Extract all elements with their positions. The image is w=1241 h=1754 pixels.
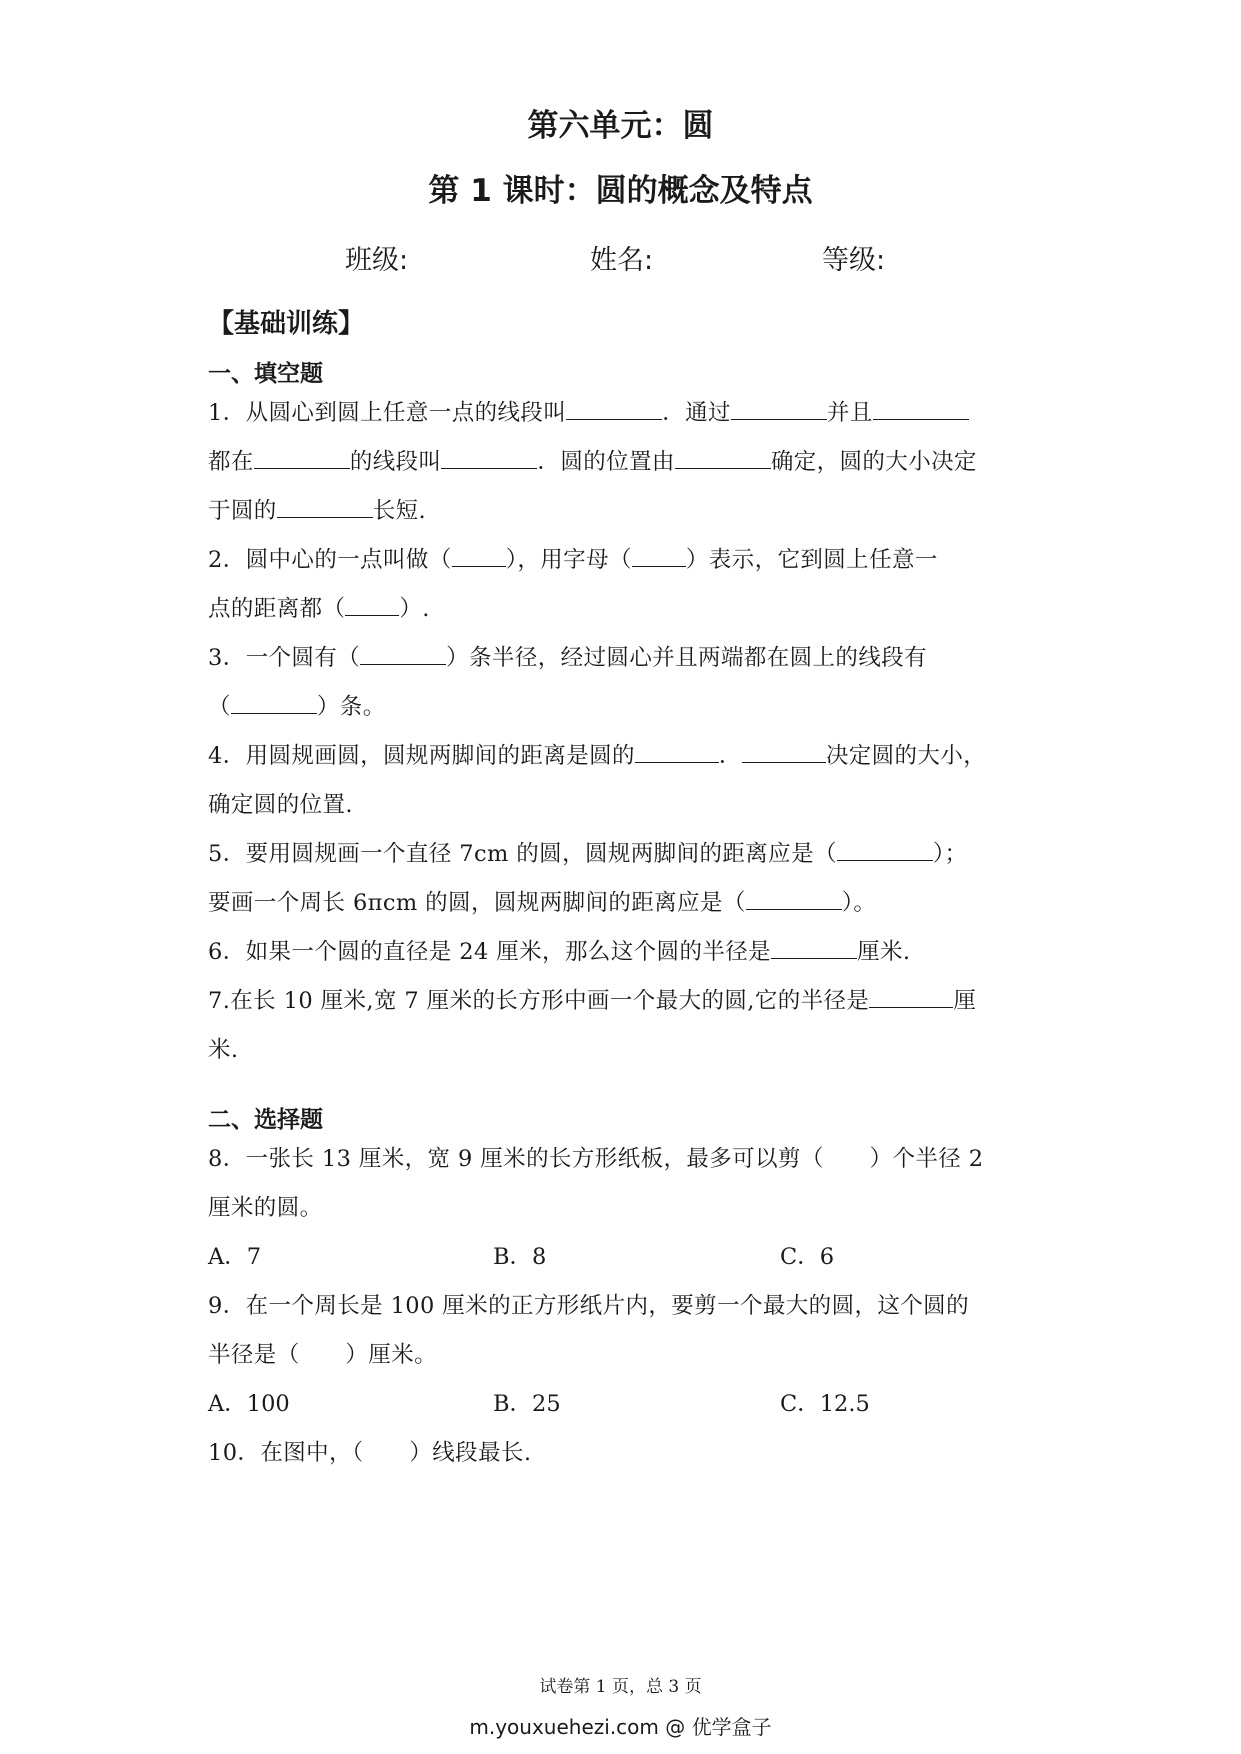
question-10-line-1: 10．在图中，（ ）线段最长. [208, 1440, 532, 1466]
question-text: 厘米. [857, 939, 911, 965]
answer-blank[interactable] [771, 936, 857, 960]
question-1-line-2 [208, 444, 977, 476]
name-label: 姓名: [590, 245, 654, 276]
question-9-line-1: 9．在一个周长是 100 厘米的正方形纸片内，要剪一个最大的圆，这个圆的 [208, 1293, 969, 1319]
question-text: 都在 [208, 449, 254, 475]
question-2-line-2 [208, 591, 430, 623]
answer-blank[interactable] [635, 740, 719, 764]
question-7-line-2: 米. [208, 1037, 239, 1063]
question-text: ． [718, 743, 742, 769]
question-text: ）表示，它到圆上任意一 [685, 547, 938, 573]
class-label: 班级: [345, 245, 409, 276]
answer-blank[interactable] [566, 397, 662, 421]
answer-blank[interactable] [345, 593, 399, 617]
answer-blank[interactable] [837, 838, 933, 862]
training-heading: 【基础训练】 [208, 309, 365, 339]
question-text: 5．要用圆规画一个直径 7cm 的圆，圆规两脚间的距离应是（ [208, 841, 837, 867]
question-3-line-2 [208, 689, 386, 721]
question-4-line-2: 确定圆的位置. [208, 792, 353, 818]
lesson-title: 第 1 课时：圆的概念及特点 [428, 173, 813, 209]
question-text: 6．如果一个圆的直径是 24 厘米，那么这个圆的半径是 [208, 939, 772, 965]
answer-blank[interactable] [869, 985, 953, 1009]
answer-blank[interactable] [746, 887, 842, 911]
question-text: 的线段叫 [349, 449, 442, 475]
question-9-option-c[interactable]: C．12.5 [780, 1391, 870, 1417]
question-9-option-a[interactable]: A．100 [208, 1391, 290, 1417]
answer-blank[interactable] [452, 544, 506, 568]
question-text: ．圆的位置由 [537, 449, 675, 475]
fill-blank-heading: 一、填空题 [208, 361, 323, 387]
question-3-line-1 [208, 640, 927, 672]
question-text: 于圆的 [208, 498, 277, 524]
answer-blank[interactable] [441, 446, 537, 470]
question-9-option-b[interactable]: B．25 [493, 1391, 561, 1417]
unit-title: 第六单元：圆 [527, 108, 714, 144]
answer-blank[interactable] [731, 397, 827, 421]
question-text: 并且 [826, 400, 873, 426]
question-1-line-3 [208, 493, 426, 525]
answer-blank[interactable] [360, 642, 446, 666]
question-8-option-a[interactable]: A．7 [208, 1244, 262, 1270]
question-text: （ [208, 694, 231, 720]
question-4-line-1 [208, 738, 986, 770]
question-text: 要画一个周长 6πcm 的圆，圆规两脚间的距离应是（ [208, 890, 746, 916]
answer-blank[interactable] [873, 397, 969, 421]
question-2-line-1 [208, 542, 938, 574]
grade-label: 等级: [822, 245, 886, 276]
question-text: ）。 [841, 890, 877, 916]
question-text: 7.在长 10 厘米,宽 7 厘米的长方形中画一个最大的圆,它的半径是 [208, 988, 870, 1014]
question-7-line-1 [208, 983, 976, 1015]
answer-blank[interactable] [277, 495, 373, 519]
question-text: 确定，圆的大小决定 [770, 449, 977, 475]
question-text: ）. [399, 596, 430, 622]
question-text: 厘 [953, 988, 977, 1014]
question-text: 3．一个圆有（ [208, 645, 361, 671]
question-text: ），用字母（ [505, 547, 632, 573]
answer-blank[interactable] [231, 691, 317, 715]
site-watermark: m.youxuehezi.com @ 优学盒子 [469, 1715, 772, 1739]
answer-blank[interactable] [675, 446, 771, 470]
question-1-line-1 [208, 395, 969, 427]
question-text: 决定圆的大小， [825, 743, 987, 769]
answer-blank[interactable] [632, 544, 686, 568]
question-5-line-1 [208, 836, 967, 868]
question-text: 点的距离都（ [208, 596, 346, 622]
choice-heading: 二、选择题 [208, 1107, 323, 1133]
question-6-line-1 [208, 934, 910, 966]
answer-blank[interactable] [742, 740, 826, 764]
question-9-line-2: 半径是（ ）厘米。 [208, 1342, 438, 1368]
answer-blank[interactable] [254, 446, 350, 470]
question-text: ．通过 [662, 400, 731, 426]
question-text: 1．从圆心到圆上任意一点的线段叫 [208, 400, 567, 426]
question-text: ）条。 [316, 694, 386, 720]
question-text: 4．用圆规画圆，圆规两脚间的距离是圆的 [208, 743, 635, 769]
question-8-line-2: 厘米的圆。 [208, 1195, 323, 1221]
question-text: ）条半径，经过圆心并且两端都在圆上的线段有 [446, 645, 928, 671]
page-number: 试卷第 1 页，总 3 页 [539, 1677, 702, 1697]
question-text: 长短. [372, 498, 427, 524]
question-8-line-1: 8．一张长 13 厘米，宽 9 厘米的长方形纸板，最多可以剪（ ）个半径 2 [208, 1146, 984, 1172]
question-text: 2．圆中心的一点叫做（ [208, 547, 452, 573]
question-text: ）； [932, 841, 968, 867]
question-8-option-b[interactable]: B．8 [493, 1244, 547, 1270]
question-5-line-2 [208, 885, 876, 917]
question-8-option-c[interactable]: C．6 [780, 1244, 835, 1270]
